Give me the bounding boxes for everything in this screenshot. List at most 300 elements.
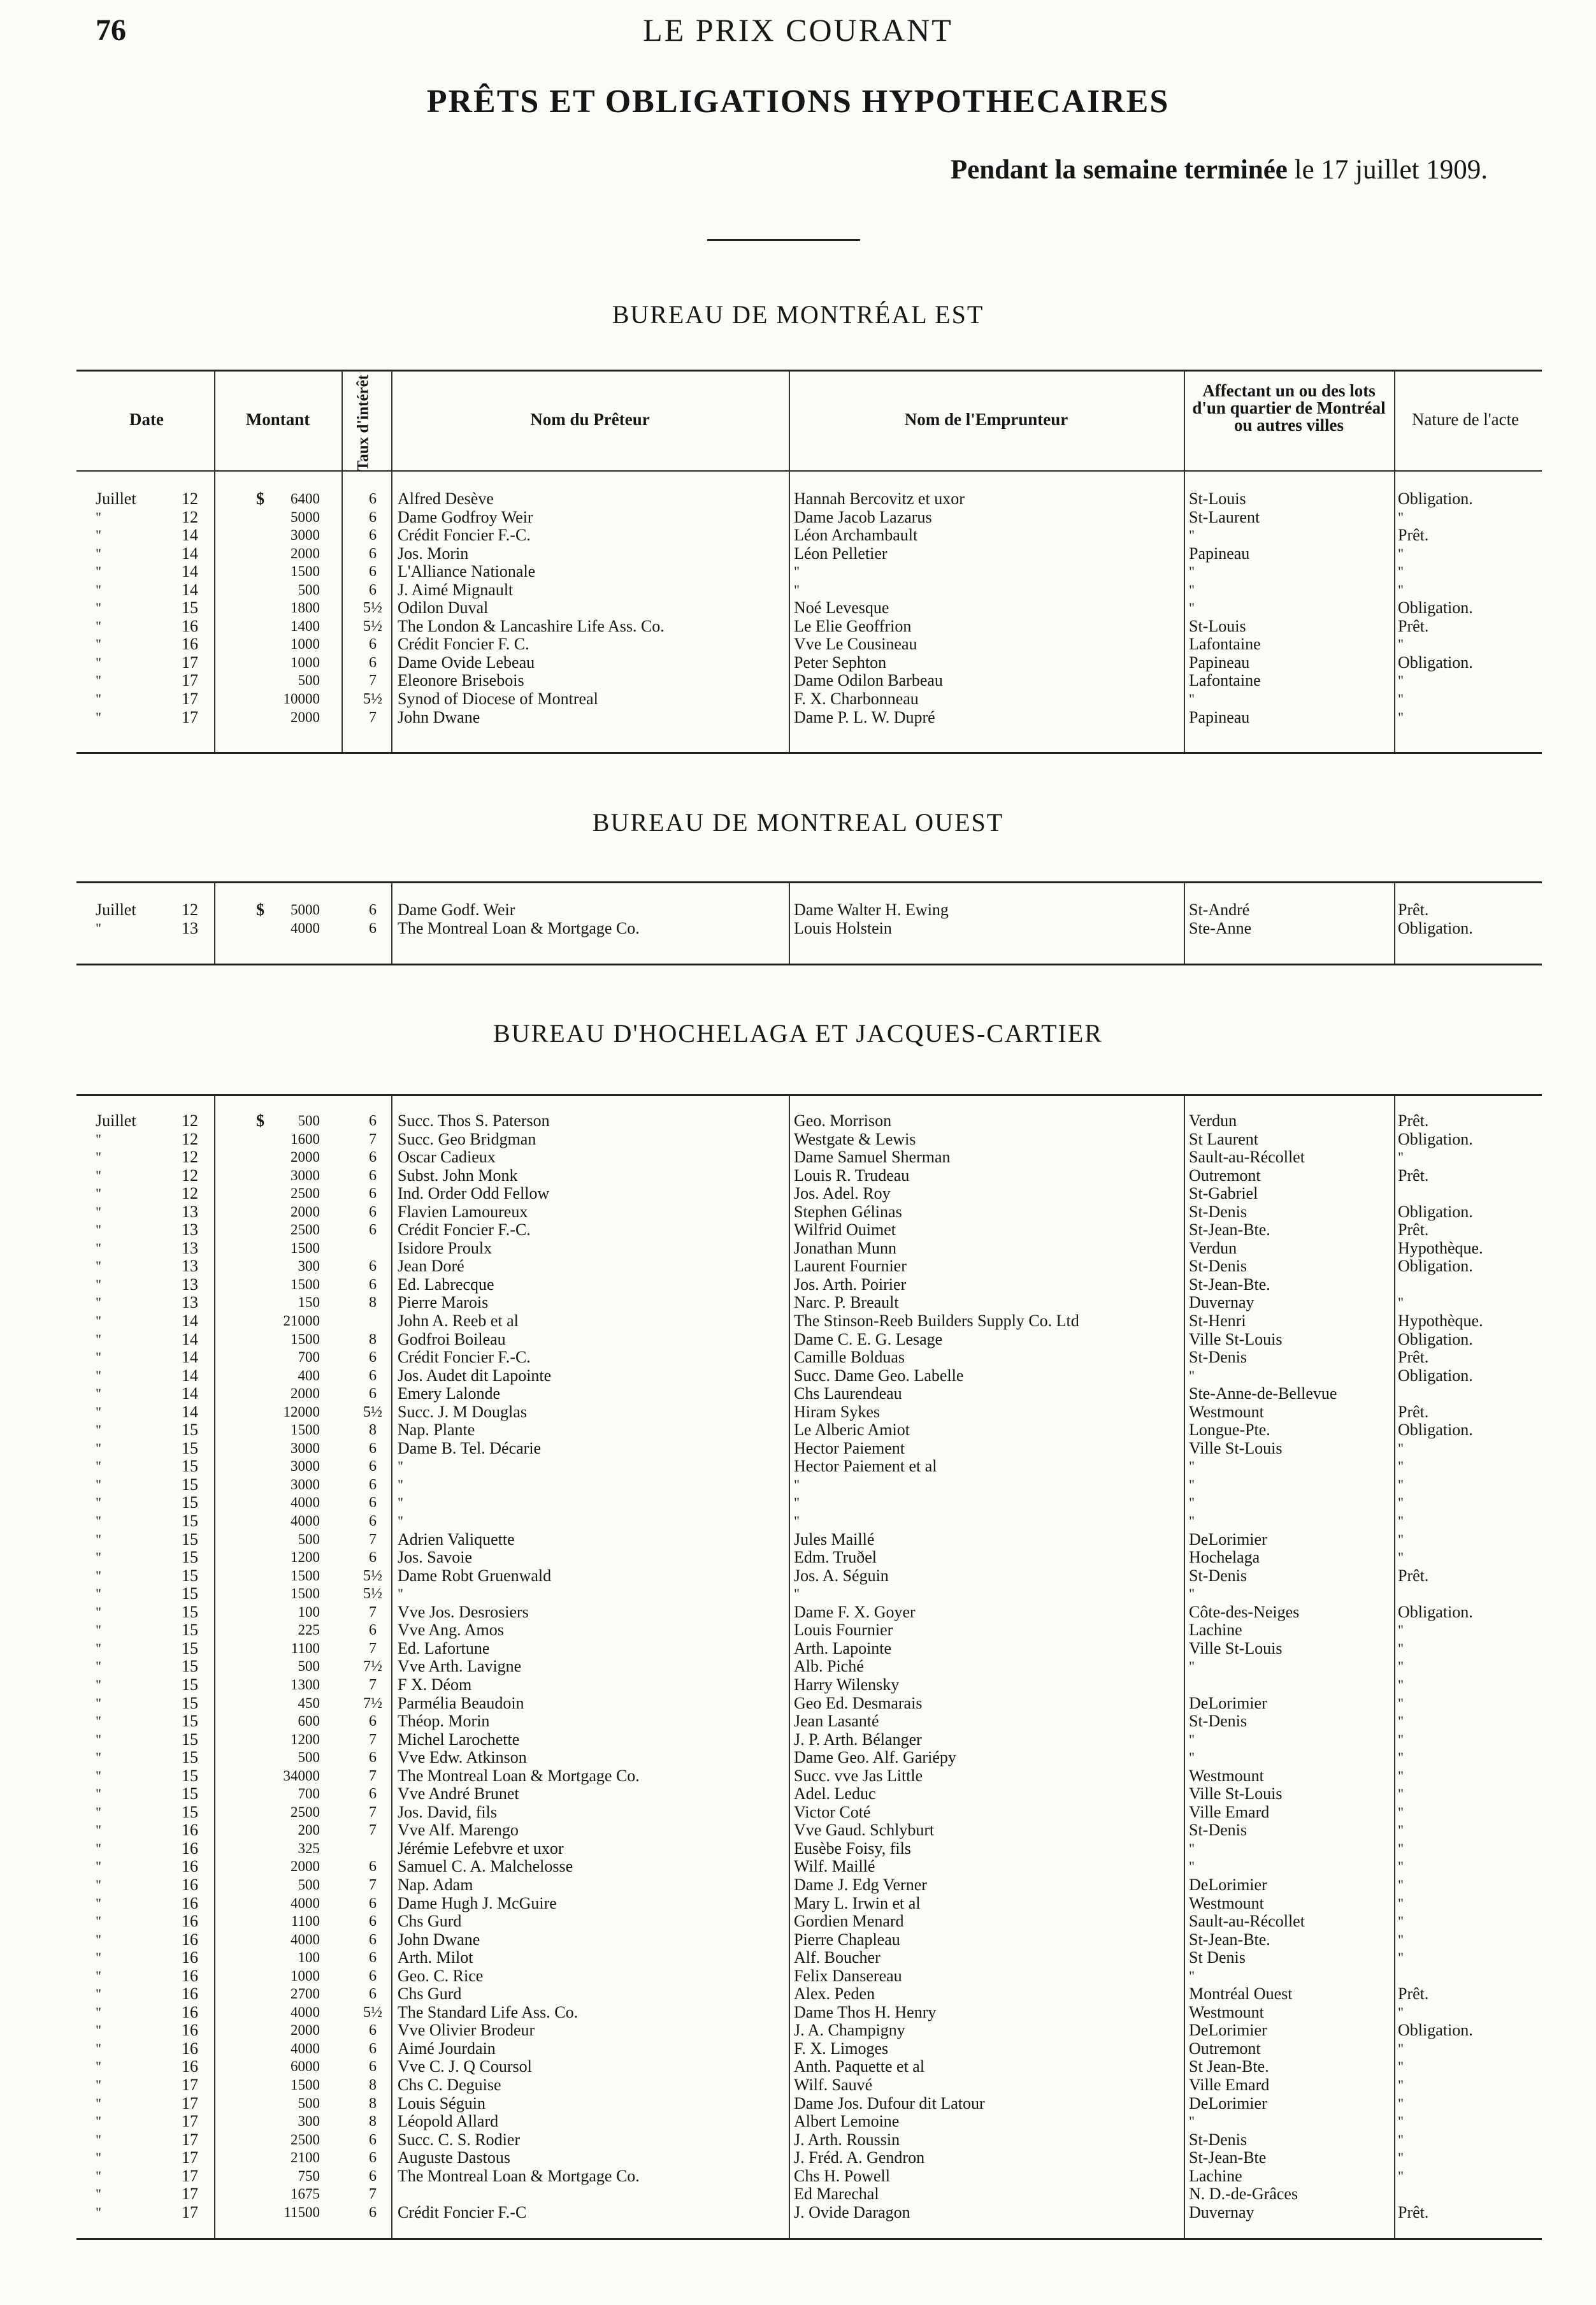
date-day: 16	[182, 2021, 198, 2040]
rate-cell: 6	[369, 1185, 377, 1203]
date-day: 17	[182, 653, 198, 672]
date-month: "	[96, 1586, 101, 1602]
location-cell: St-Louis	[1189, 490, 1246, 508]
rate-cell: 6	[369, 1949, 377, 1967]
date-month: "	[96, 1239, 101, 1256]
rate-cell: 6	[369, 545, 377, 562]
location-cell: Lafontaine	[1189, 635, 1261, 654]
borrower-cell: "	[794, 581, 800, 598]
table-row	[0, 1676, 1596, 1694]
rate-cell: 6	[369, 1513, 377, 1530]
borrower-cell: Jos. Arth. Poirier	[794, 1275, 907, 1294]
rate-cell: 6	[369, 2022, 377, 2039]
nature-cell: "	[1398, 1640, 1404, 1656]
lender-cell: Odilon Duval	[398, 599, 489, 618]
table-row	[0, 2113, 1596, 2131]
rate-cell: 7½	[363, 1694, 382, 1712]
lender-cell: Aimé Jourdain	[398, 2039, 496, 2058]
lender-cell: Michel Larochette	[398, 1730, 520, 1749]
date-day: 14	[182, 563, 198, 581]
location-cell: Papineau	[1189, 544, 1250, 563]
location-cell: Ste-Anne-de-Bellevue	[1189, 1385, 1337, 1403]
lender-cell: Succ. C. S. Rodier	[398, 2130, 521, 2149]
date-day: 15	[182, 1603, 198, 1621]
nature-cell: Obligation.	[1398, 1330, 1473, 1348]
nature-cell: "	[1398, 1840, 1404, 1856]
amount-cell: 100	[298, 1603, 320, 1620]
table-row	[0, 1567, 1596, 1586]
date-month: "	[96, 2076, 101, 2093]
nature-cell: Obligation.	[1398, 919, 1473, 937]
amount-cell: 2000	[291, 1203, 320, 1220]
date-day: 14	[182, 1312, 198, 1331]
date-month: "	[96, 1440, 101, 1456]
borrower-cell: Albert Lemoine	[794, 2113, 900, 2131]
lender-cell: L'Alliance Nationale	[398, 563, 536, 581]
table-row	[0, 1185, 1596, 1203]
amount-cell: 1000	[291, 636, 320, 653]
date-month: "	[96, 2113, 101, 2130]
rate-cell: 6	[369, 509, 377, 526]
location-cell: "	[1189, 1586, 1195, 1602]
date-day: 17	[182, 690, 198, 709]
location-cell: Papineau	[1189, 653, 1250, 672]
borrower-cell: Jules Maillé	[794, 1530, 875, 1549]
location-cell: "	[1189, 1458, 1195, 1475]
rate-cell: 7	[369, 2186, 377, 2203]
lender-cell: Dame Hugh J. McGuire	[398, 1894, 557, 1912]
date-day: 15	[182, 1457, 198, 1476]
header-borrower: Nom de l'Emprunteur	[904, 410, 1068, 429]
rate-cell: 7	[369, 1876, 377, 1893]
location-cell: Montréal Ouest	[1189, 1985, 1293, 2004]
lender-cell: Jos. Savoie	[398, 1549, 472, 1567]
borrower-cell: Jos. Adel. Roy	[794, 1185, 891, 1203]
rate-cell: 6	[369, 1931, 377, 1948]
rows-montreal-est	[0, 490, 1596, 726]
date-month: "	[96, 709, 101, 725]
table-row	[0, 2204, 1596, 2222]
nature-cell: "	[1398, 2167, 1404, 2184]
table-row	[0, 1694, 1596, 1713]
nature-cell: Prêt.	[1398, 901, 1429, 919]
nature-cell: "	[1398, 709, 1404, 725]
rate-cell: 6	[369, 2204, 377, 2221]
borrower-cell: J. Ovide Daragon	[794, 2203, 910, 2222]
lender-cell: Ed. Lafortune	[398, 1639, 490, 1658]
table-row	[0, 2167, 1596, 2186]
rate-cell: 5½	[363, 1586, 382, 1603]
table-row	[0, 2095, 1596, 2113]
date-day: 16	[182, 2003, 198, 2021]
amount-cell: 4000	[291, 2004, 320, 2020]
rate-cell: 6	[369, 563, 377, 581]
rate-cell	[357, 1239, 389, 1258]
borrower-cell: "	[794, 1476, 800, 1492]
amount-cell: 300	[298, 1258, 320, 1275]
amount-cell: 300	[298, 2113, 320, 2130]
lender-cell: Vve Jos. Desrosiers	[398, 1603, 529, 1621]
lender-cell: Succ. J. M Douglas	[398, 1403, 527, 1421]
lender-cell: Dame Robt Gruenwald	[398, 1566, 552, 1585]
lender-cell: Eleonore Brisebois	[398, 672, 524, 690]
borrower-cell: Hector Paiement	[794, 1439, 905, 1457]
nature-cell: "	[1398, 1803, 1404, 1820]
amount-cell: 2000	[291, 1858, 320, 1875]
rate-cell: 8	[369, 2095, 377, 2112]
borrower-cell: Edm. Truðel	[794, 1549, 877, 1567]
date-month: "	[96, 1476, 101, 1492]
date-month: "	[96, 1858, 101, 1875]
date-day: 15	[182, 1621, 198, 1640]
table-row	[0, 1749, 1596, 1767]
rate-cell: 7	[369, 1767, 377, 1784]
borrower-cell: Eusèbe Foisy, fils	[794, 1839, 911, 1858]
header-nature: Nature de l'acte	[1411, 410, 1520, 429]
amount-cell: 1000	[291, 654, 320, 670]
nature-cell: "	[1398, 1913, 1404, 1930]
amount-cell: 1500	[291, 1331, 320, 1347]
table-row	[0, 1621, 1596, 1640]
nature-cell: Prêt.	[1398, 1221, 1429, 1239]
nature-cell: Prêt.	[1398, 1166, 1429, 1185]
amount-cell: 11500	[284, 2204, 320, 2220]
date-month: "	[96, 920, 101, 936]
nature-cell: "	[1398, 2113, 1404, 2130]
nature-cell: Prêt.	[1398, 617, 1429, 635]
borrower-cell: Succ. vve Jas Little	[794, 1767, 923, 1785]
location-cell: Ville St-Louis	[1189, 1330, 1283, 1348]
date-month: "	[96, 1276, 101, 1292]
table-top-rule	[76, 1094, 1542, 1096]
nature-cell: "	[1398, 1822, 1404, 1839]
nature-cell: Prêt.	[1398, 1566, 1429, 1585]
lender-cell: Dame B. Tel. Décarie	[398, 1439, 542, 1457]
date-day: 14	[182, 526, 198, 545]
lender-cell: Godfroi Boileau	[398, 1330, 506, 1348]
location-cell: "	[1189, 581, 1195, 598]
location-cell: St-André	[1189, 901, 1250, 919]
nature-cell: "	[1398, 1786, 1404, 1802]
date-day: 13	[182, 1257, 198, 1276]
dollar-sign: $	[256, 490, 264, 508]
lender-cell: Vve André Brunet	[398, 1785, 519, 1803]
date-month: "	[96, 1367, 101, 1384]
borrower-cell: Adel. Leduc	[794, 1785, 876, 1803]
nature-cell	[1398, 1585, 1525, 1603]
amount-cell: 100	[298, 1949, 320, 1966]
table-row	[0, 1276, 1596, 1294]
date-day: 17	[182, 2113, 198, 2131]
amount-cell: 450	[298, 1694, 320, 1711]
rate-cell: 6	[369, 1494, 377, 1512]
nature-cell: "	[1398, 2150, 1404, 2166]
rate-cell: 6	[369, 1149, 377, 1166]
nature-cell: "	[1398, 1713, 1404, 1730]
rate-cell: 5½	[363, 691, 382, 708]
borrower-cell: The Stinson-Reeb Builders Supply Co. Ltd	[794, 1312, 1079, 1331]
rate-cell: 6	[369, 1258, 377, 1275]
borrower-cell: F. X. Limoges	[794, 2039, 889, 2058]
location-cell: Ste-Anne	[1189, 919, 1252, 937]
table-row	[0, 1549, 1596, 1567]
amount-cell: 1400	[291, 618, 320, 634]
borrower-cell: Wilf. Sauvé	[794, 2076, 873, 2094]
date-day: 15	[182, 1494, 198, 1512]
nature-cell: "	[1398, 1549, 1404, 1566]
nature-cell: "	[1398, 691, 1404, 707]
table-row	[0, 635, 1596, 654]
location-cell: Ville St-Louis	[1189, 1785, 1283, 1803]
table-row	[0, 490, 1596, 509]
rate-cell: 6	[369, 1222, 377, 1239]
location-cell: St-Jean-Bte.	[1189, 1221, 1270, 1239]
header-bottom-rule	[76, 470, 1542, 472]
date-day: 16	[182, 1912, 198, 1931]
nature-cell: Prêt.	[1398, 1112, 1429, 1130]
amount-cell: 2700	[291, 1986, 320, 2002]
borrower-cell: Dame Jos. Dufour dit Latour	[794, 2094, 985, 2113]
amount-cell: 34000	[283, 1767, 320, 1784]
lender-cell: Arth. Milot	[398, 1949, 473, 1967]
location-cell: Ville Emard	[1189, 2076, 1270, 2094]
date-day: 15	[182, 1675, 198, 1694]
amount-cell: 1675	[291, 2186, 320, 2202]
location-cell: "	[1189, 1840, 1195, 1856]
lender-cell: The Montreal Loan & Mortgage Co.	[398, 2167, 640, 2185]
table-row	[0, 1658, 1596, 1676]
borrower-cell: Harry Wilensky	[794, 1675, 900, 1694]
rate-cell: 5½	[363, 618, 382, 635]
borrower-cell: Mary L. Irwin et al	[794, 1894, 921, 1912]
table-row	[0, 2131, 1596, 2150]
borrower-cell: Le Alberic Amiot	[794, 1421, 910, 1440]
table-row	[0, 1440, 1596, 1458]
amount-cell: 3000	[291, 1167, 320, 1183]
rate-cell: 5½	[363, 2004, 382, 2021]
date-day: 15	[182, 1658, 198, 1676]
nature-cell: "	[1398, 1731, 1404, 1747]
lender-cell: The Montreal Loan & Mortgage Co.	[398, 1767, 640, 1785]
nature-cell: Hypothèque.	[1398, 1312, 1483, 1331]
date-day: 16	[182, 1967, 198, 1985]
borrower-cell: Dame Odilon Barbeau	[794, 672, 943, 690]
nature-cell: "	[1398, 1895, 1404, 1911]
date-day: 13	[182, 1294, 198, 1312]
date-month: Juillet	[96, 901, 136, 919]
amount-cell: 750	[298, 2167, 320, 2184]
amount-cell: 2500	[291, 1222, 320, 1238]
location-cell: Duvernay	[1189, 1294, 1255, 1312]
location-cell: Westmount	[1189, 1403, 1264, 1421]
location-cell: "	[1189, 691, 1195, 707]
borrower-cell: "	[794, 1586, 800, 1602]
date-month: "	[96, 1167, 101, 1183]
lender-cell: Crédit Foncier F.-C.	[398, 1348, 531, 1367]
amount-cell: 225	[298, 1622, 320, 1638]
rate-cell: 8	[369, 2076, 377, 2093]
date-month: "	[96, 545, 101, 561]
lender-cell: Auguste Dastous	[398, 2149, 510, 2167]
lender-cell: Vve Olivier Brodeur	[398, 2021, 535, 2040]
table-row	[0, 2076, 1596, 2095]
lender-cell: Léopold Allard	[398, 2113, 499, 2131]
lender-cell: Vve Ang. Amos	[398, 1621, 504, 1640]
lender-cell: Ind. Order Odd Fellow	[398, 1185, 550, 1203]
nature-cell: Obligation.	[1398, 1421, 1473, 1440]
nature-cell: "	[1398, 1749, 1404, 1766]
date-day: 14	[182, 1403, 198, 1421]
rows-montreal-ouest	[0, 901, 1596, 937]
date-month: "	[96, 1767, 101, 1784]
date-month: "	[96, 636, 101, 653]
rate-cell: 7½	[363, 1658, 382, 1675]
date-day: 13	[182, 1239, 198, 1257]
table-row	[0, 1257, 1596, 1276]
location-cell: St-Laurent	[1189, 508, 1260, 526]
date-month: "	[96, 2058, 101, 2075]
date-day: 16	[182, 635, 198, 654]
amount-cell: 1500	[291, 1276, 320, 1292]
date-month: "	[96, 1713, 101, 1730]
rate-cell: 6	[369, 1113, 377, 1129]
section-title-montreal-ouest: BUREAU DE MONTREAL OUEST	[592, 808, 1004, 837]
date-day: 17	[182, 708, 198, 726]
date-month: "	[96, 527, 101, 544]
rate-cell: 7	[369, 1731, 377, 1748]
amount-cell: 500	[298, 1749, 320, 1766]
amount-cell: 325	[298, 1840, 320, 1856]
table-row	[0, 1494, 1596, 1512]
location-cell: Verdun	[1189, 1112, 1237, 1130]
rate-cell: 5½	[363, 600, 382, 617]
header-rate: Taux d'intérêt	[354, 374, 372, 472]
borrower-cell: F. X. Charbonneau	[794, 690, 919, 709]
nature-cell: "	[1398, 1876, 1404, 1893]
lender-cell: Vve Edw. Atkinson	[398, 1749, 527, 1767]
location-cell: St-Denis	[1189, 1203, 1247, 1221]
date-month: "	[96, 1385, 101, 1402]
amount-cell: 2500	[291, 1185, 320, 1202]
date-day: 17	[182, 2076, 198, 2094]
nature-cell: "	[1398, 581, 1404, 598]
location-cell: Sault-au-Récollet	[1189, 1148, 1305, 1167]
location-cell: DeLorimier	[1189, 2021, 1267, 2040]
location-cell: "	[1189, 2113, 1195, 2130]
rate-cell	[357, 1840, 389, 1858]
table-row	[0, 1767, 1596, 1786]
amount-cell: 200	[298, 1822, 320, 1839]
date-month: "	[96, 1494, 101, 1511]
amount-cell: 2000	[291, 545, 320, 561]
location-cell: "	[1189, 563, 1195, 580]
rate-cell: 6	[369, 636, 377, 653]
borrower-cell: "	[794, 1494, 800, 1511]
lender-cell: Succ. Thos S. Paterson	[398, 1112, 550, 1130]
amount-cell: 500	[298, 581, 320, 598]
date-month: "	[96, 2204, 101, 2220]
amount-cell: 1500	[291, 563, 320, 580]
nature-cell	[1398, 1185, 1525, 1203]
nature-cell: "	[1398, 563, 1404, 580]
date-month: "	[96, 1258, 101, 1275]
lender-cell: Dame Godf. Weir	[398, 901, 515, 919]
date-month: "	[96, 1658, 101, 1675]
table-row	[0, 1731, 1596, 1749]
date-day: 15	[182, 1712, 198, 1731]
date-month: "	[96, 1422, 101, 1438]
table-row	[0, 1239, 1596, 1258]
location-cell: St-Denis	[1189, 1348, 1247, 1367]
date-month: "	[96, 1640, 101, 1656]
date-month: "	[96, 1549, 101, 1566]
location-cell: "	[1189, 1967, 1195, 1984]
nature-cell: "	[1398, 1494, 1404, 1511]
table-top-rule	[76, 881, 1542, 883]
date-day: 16	[182, 1894, 198, 1912]
nature-cell: "	[1398, 1476, 1404, 1492]
date-month: "	[96, 1822, 101, 1839]
amount-cell: 500	[298, 1876, 320, 1893]
nature-cell: Prêt.	[1398, 2203, 1429, 2222]
table-row	[0, 1148, 1596, 1167]
amount-cell: 3000	[291, 527, 320, 544]
borrower-cell: Anth. Paquette et al	[794, 2058, 925, 2076]
date-month: "	[96, 1149, 101, 1166]
nature-cell: "	[1398, 2004, 1404, 2020]
date-month: "	[96, 1876, 101, 1893]
amount-cell: 500	[298, 1531, 320, 1547]
nature-cell: "	[1398, 545, 1404, 561]
table-row	[0, 920, 1596, 938]
amount-cell: 2500	[291, 2131, 320, 2148]
location-cell: "	[1189, 1513, 1195, 1529]
amount-cell: 4000	[291, 1931, 320, 1947]
rate-cell: 7	[369, 1531, 377, 1548]
nature-cell: Prêt.	[1398, 1985, 1429, 2004]
date-day: 14	[182, 1366, 198, 1385]
borrower-cell: Alf. Boucher	[794, 1949, 881, 1967]
borrower-cell: Felix Dansereau	[794, 1967, 902, 1985]
borrower-cell: Geo Ed. Desmarais	[794, 1694, 923, 1712]
nature-cell	[1398, 1276, 1525, 1294]
location-cell: Ville Emard	[1189, 1803, 1270, 1821]
table-row	[0, 581, 1596, 600]
amount-cell: 2000	[291, 1385, 320, 1402]
rate-cell: 6	[369, 920, 377, 937]
page-number: 76	[96, 13, 126, 47]
rate-cell: 6	[369, 1349, 377, 1366]
location-cell: DeLorimier	[1189, 2094, 1267, 2113]
amount-cell: 5000	[291, 902, 320, 918]
nature-cell: "	[1398, 509, 1404, 525]
date-day: 16	[182, 1930, 198, 1949]
rate-cell: 6	[369, 1858, 377, 1875]
table-row	[0, 1967, 1596, 1986]
lender-cell: Geo. C. Rice	[398, 1967, 484, 1985]
rate-cell: 6	[369, 1385, 377, 1403]
amount-cell: 2500	[291, 1803, 320, 1820]
table-bottom-rule	[76, 752, 1542, 754]
rate-cell: 6	[369, 2131, 377, 2148]
borrower-cell: J. A. Champigny	[794, 2021, 905, 2040]
rate-cell: 5½	[363, 1403, 382, 1420]
table-row	[0, 1821, 1596, 1840]
location-cell: Duvernay	[1189, 2203, 1255, 2222]
location-cell: "	[1189, 1658, 1195, 1675]
date-day: 12	[182, 1130, 198, 1148]
date-day: 15	[182, 1585, 198, 1603]
